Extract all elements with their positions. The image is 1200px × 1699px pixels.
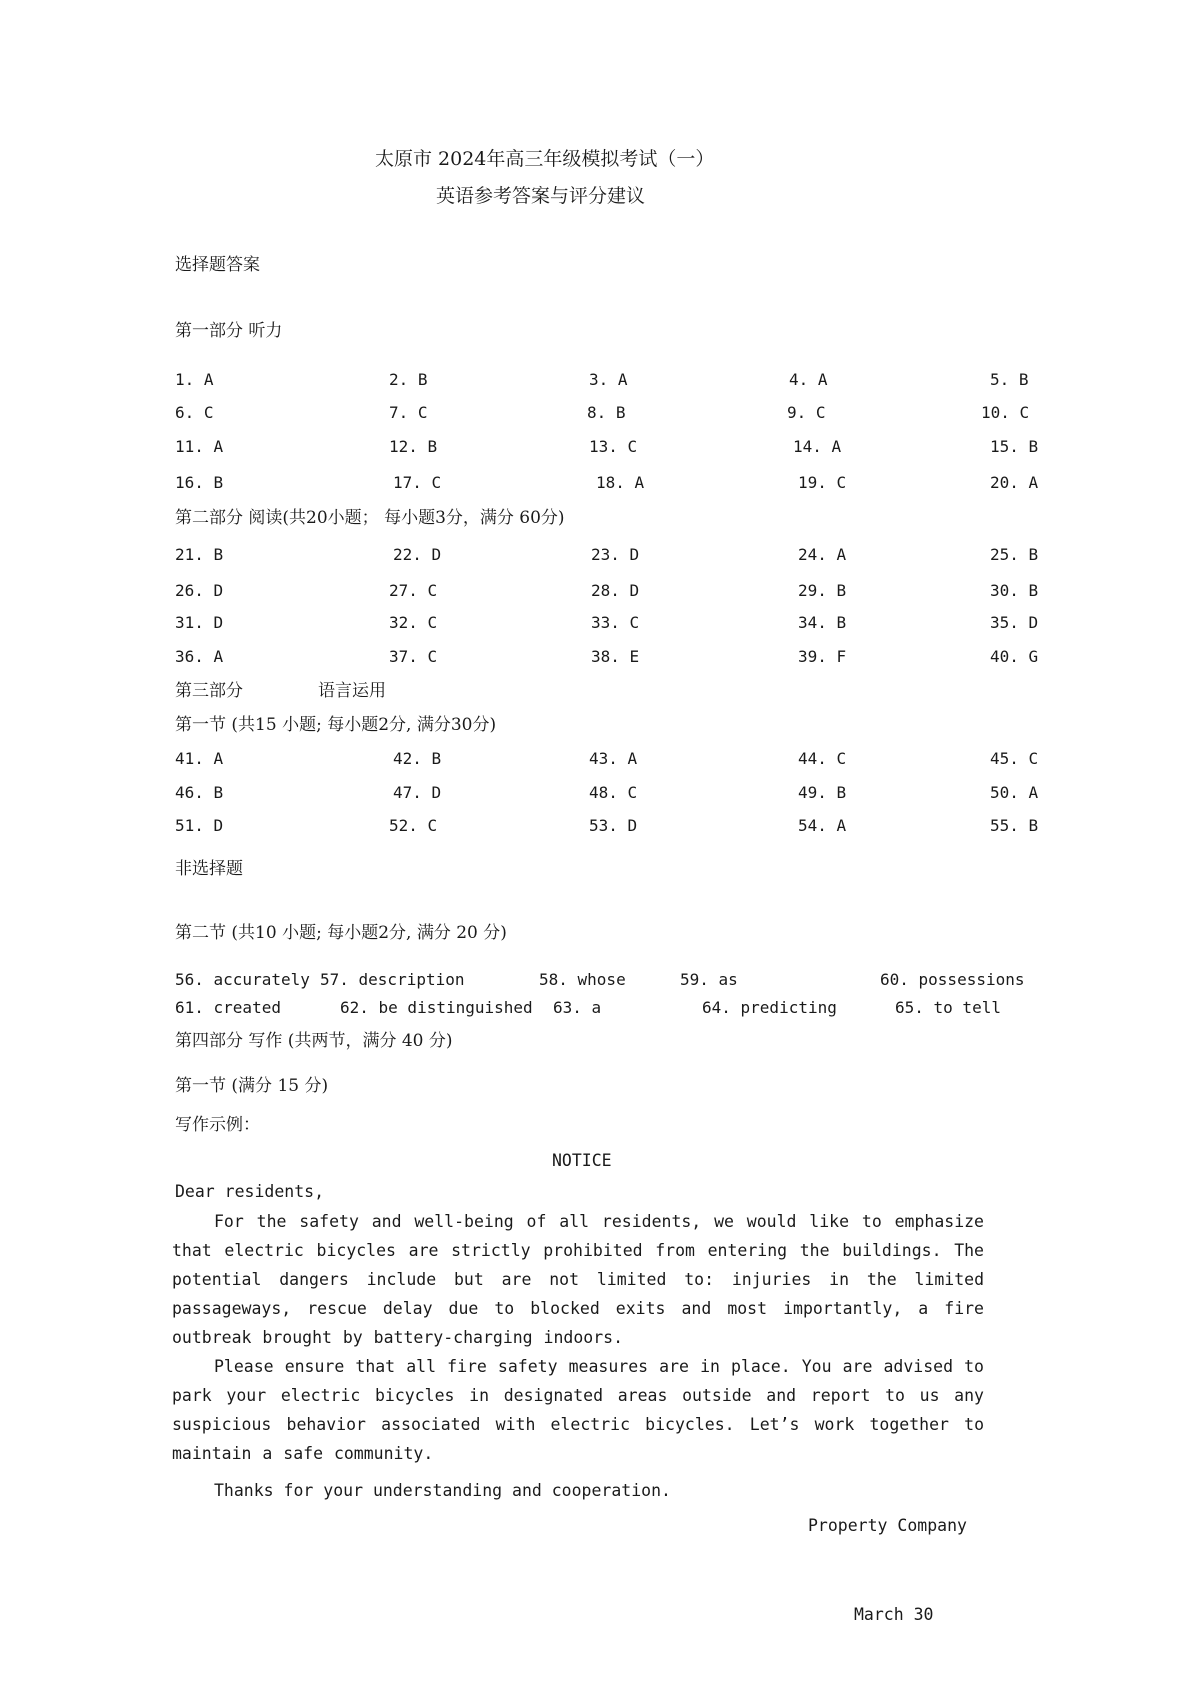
section-heading-part3-sec2: 第二节 (共10 小题; 每小题2分, 满分 20 分)	[175, 923, 507, 943]
letter-signature: Property Company	[808, 1516, 967, 1535]
page-title: 太原市 2024年高三年级模拟考试（一）	[375, 148, 715, 170]
answer-item: 45. C	[990, 749, 1039, 768]
fill-item: 62. be distinguished	[340, 998, 533, 1017]
page-subtitle: 英语参考答案与评分建议	[436, 185, 646, 207]
answer-item: 15. B	[990, 437, 1039, 456]
fill-item: 56. accurately	[175, 970, 310, 989]
answer-item: 24. A	[798, 545, 847, 564]
answer-item: 31. D	[175, 613, 224, 632]
answer-item: 36. A	[175, 647, 224, 666]
answer-item: 29. B	[798, 581, 847, 600]
section-heading-part2: 第二部分 阅读(共20小题； 每小题3分，满分 60分)	[175, 508, 565, 528]
notice-title: NOTICE	[552, 1151, 612, 1170]
answer-item: 26. D	[175, 581, 224, 600]
answer-item: 51. D	[175, 816, 224, 835]
answer-item: 11. A	[175, 437, 224, 456]
fill-item: 59. as	[680, 970, 738, 989]
fill-item: 60. possessions	[880, 970, 1025, 989]
answer-item: 35. D	[990, 613, 1039, 632]
answer-item: 48. C	[589, 783, 638, 802]
answer-item: 23. D	[591, 545, 640, 564]
answer-item: 47. D	[393, 783, 442, 802]
fill-item: 61. created	[175, 998, 281, 1017]
letter-greeting: Dear residents,	[175, 1182, 325, 1201]
answer-item: 34. B	[798, 613, 847, 632]
answer-item: 38. E	[591, 647, 640, 666]
section-heading-part1: 第一部分 听力	[175, 321, 283, 341]
answer-item: 8. B	[587, 403, 626, 422]
answer-item: 50. A	[990, 783, 1039, 802]
answer-item: 6. C	[175, 403, 214, 422]
answer-item: 7. C	[389, 403, 428, 422]
answer-item: 10. C	[981, 403, 1030, 422]
answer-item: 49. B	[798, 783, 847, 802]
answer-item: 52. C	[389, 816, 438, 835]
fill-item: 57. description	[320, 970, 465, 989]
fill-item: 63. a	[553, 998, 602, 1017]
answer-item: 4. A	[789, 370, 828, 389]
answer-item: 39. F	[798, 647, 847, 666]
answer-item: 41. A	[175, 749, 224, 768]
answer-item: 9. C	[787, 403, 826, 422]
answer-item: 40. G	[990, 647, 1039, 666]
letter-paragraph-1: For the safety and well-being of all residents, we would like to emphasize that electric bicycles are strictly prohibited from entering the buildings. The potential dangers include but are not limited to: injuries in the limited passageways, rescue delay due to blocked exits and most importantly, a fire outbreak brought by battery-charging indoors.	[172, 1212, 984, 1347]
answer-item: 20. A	[990, 473, 1039, 492]
answer-item: 43. A	[589, 749, 638, 768]
answer-item: 32. C	[389, 613, 438, 632]
answer-item: 30. B	[990, 581, 1039, 600]
answer-item: 1. A	[175, 370, 214, 389]
sample-label: 写作示例：	[175, 1115, 260, 1135]
fill-item: 65. to tell	[895, 998, 1001, 1017]
answer-item: 28. D	[591, 581, 640, 600]
answer-item: 37. C	[389, 647, 438, 666]
fill-item: 64. predicting	[702, 998, 837, 1017]
answer-item: 12. B	[389, 437, 438, 456]
answer-item: 55. B	[990, 816, 1039, 835]
answer-item: 19. C	[798, 473, 847, 492]
answer-item: 16. B	[175, 473, 224, 492]
answer-item: 13. C	[589, 437, 638, 456]
fill-item: 58. whose	[539, 970, 626, 989]
answer-item: 33. C	[591, 613, 640, 632]
answer-item: 22. D	[393, 545, 442, 564]
section-heading-choice: 选择题答案	[175, 255, 260, 275]
section-heading-part3: 第三部分	[175, 681, 243, 701]
section-heading-part3-sec1: 第一节 (共15 小题; 每小题2分, 满分30分)	[175, 715, 497, 735]
answer-item: 17. C	[393, 473, 442, 492]
answer-item: 46. B	[175, 783, 224, 802]
section-heading-part3-name: 语言运用	[318, 681, 386, 701]
letter-paragraph-3: Thanks for your understanding and cooperation.	[214, 1481, 671, 1500]
letter-paragraph-2: Please ensure that all fire safety measures are in place. You are advised to park your electric bicycles in designated areas outside and report to us any suspicious behavior associated with electric bicycles. Let’s work together to maintain a safe community.	[172, 1357, 984, 1463]
answer-item: 21. B	[175, 545, 224, 564]
answer-item: 18. A	[596, 473, 645, 492]
answer-item: 5. B	[990, 370, 1029, 389]
answer-item: 3. A	[589, 370, 628, 389]
answer-item: 2. B	[389, 370, 428, 389]
answer-item: 27. C	[389, 581, 438, 600]
section-heading-part4: 第四部分 写作 (共两节，满分 40 分)	[175, 1031, 453, 1051]
section-heading-part4-sec1: 第一节 (满分 15 分)	[175, 1076, 329, 1096]
answer-item: 44. C	[798, 749, 847, 768]
answer-item: 25. B	[990, 545, 1039, 564]
letter-date: March 30	[854, 1605, 934, 1624]
section-heading-non-choice: 非选择题	[175, 859, 243, 879]
answer-item: 53. D	[589, 816, 638, 835]
answer-item: 54. A	[798, 816, 847, 835]
answer-item: 42. B	[393, 749, 442, 768]
answer-item: 14. A	[793, 437, 842, 456]
